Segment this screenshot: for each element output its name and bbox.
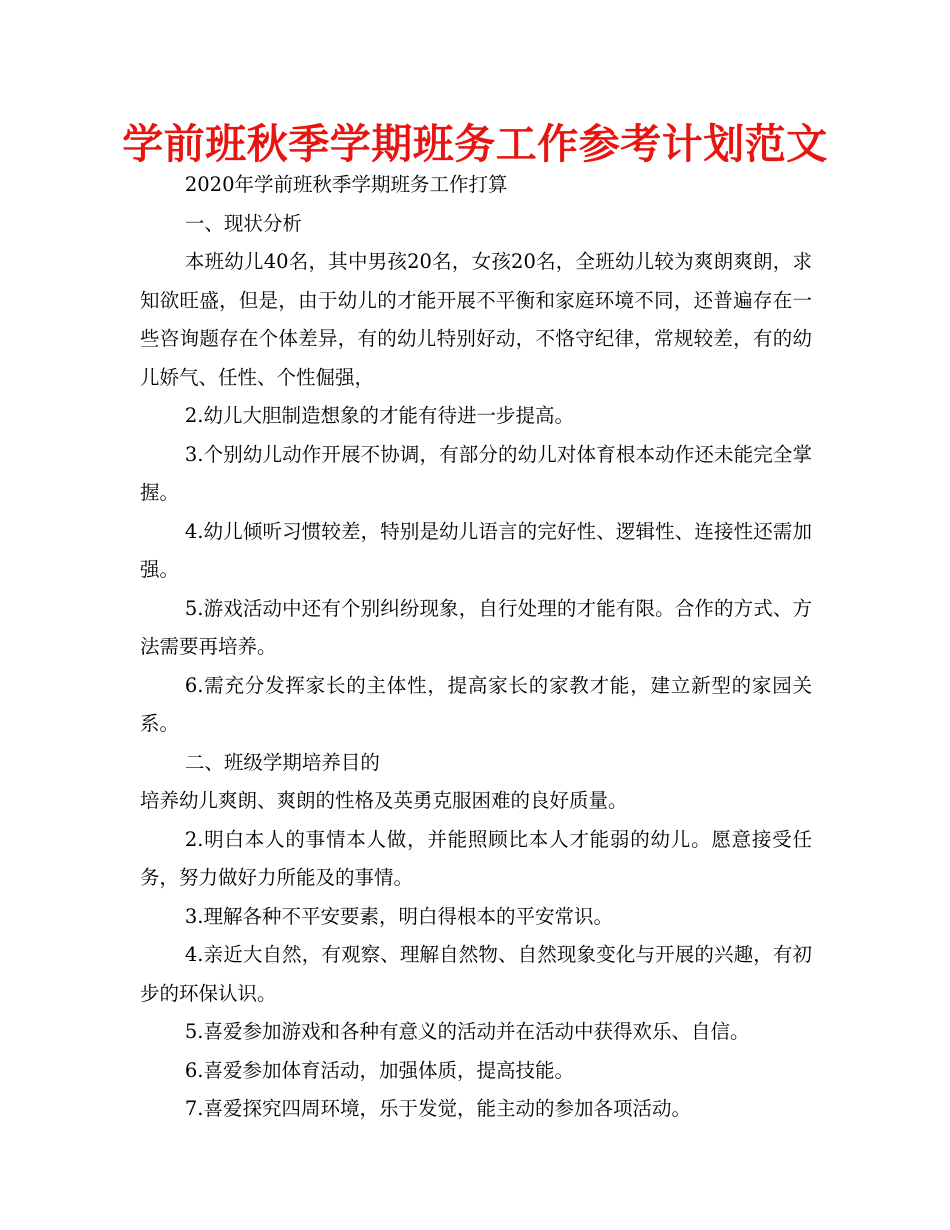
paragraph-item-2: 2.幼儿大胆制造想象的才能有待进一步提高。 (184, 404, 574, 427)
paragraph-item-4: 4.幼儿倾听习惯较差，特别是幼儿语言的完好性、逻辑性、连接性还需加强。 (140, 519, 812, 581)
goal-item-4: 4.亲近大自然，有观察、理解自然物、自然现象变化与开展的兴趣，有初步的环保认识。 (140, 943, 812, 1005)
paragraph-item-5: 5.游戏活动中还有个别纠纷现象，自行处理的才能有限。合作的方式、方法需要再培养。 (140, 596, 812, 658)
goal-item-3: 3.理解各种不平安要素，明白得根本的平安常识。 (184, 904, 613, 928)
paragraph-overview: 本班幼儿40名，其中男孩20名，女孩20名，全班幼儿较为爽朗爽朗，求知欲旺盛，但是，由于幼儿的才能开展不平衡和家庭环境不同，还普遍存在一些咨询题存在个体差异，有的幼儿特别好动，不恪守纪律，常规较差，有的幼儿娇气、任性、个性倔强， (140, 250, 812, 389)
goal-item-2: 2.明白本人的事情本人做，并能照顾比本人才能弱的幼儿。愿意接受任务，努力做好力所能及的事情。 (140, 827, 812, 889)
section-heading-goals: 二、班级学期培养目的 (184, 750, 380, 774)
goal-item-1: 培养幼儿爽朗、爽朗的性格及英勇克服困难的良好质量。 (140, 789, 628, 812)
goal-item-7: 7.喜爱探究四周环境，乐于发觉，能主动的参加各项活动。 (184, 1097, 691, 1120)
paragraph-item-3: 3.个别幼儿动作开展不协调，有部分的幼儿对体育根本动作还未能完全掌握。 (140, 442, 812, 504)
subtitle-paragraph: 2020年学前班秋季学期班务工作打算 (184, 173, 508, 196)
document-body (140, 166, 812, 1129)
goal-item-5: 5.喜爱参加游戏和各种有意义的活动并在活动中获得欢乐、自信。 (184, 1020, 750, 1043)
paragraph-item-6: 6.需充分发挥家长的主体性，提高家长的家教才能，建立新型的家园关系。 (140, 673, 812, 735)
document-title: 学前班秋季学期班务工作参考计划范文 (122, 120, 828, 168)
section-heading-status: 一、现状分析 (184, 211, 302, 235)
goal-item-6: 6.喜爱参加体育活动，加强体质，提高技能。 (184, 1058, 574, 1082)
